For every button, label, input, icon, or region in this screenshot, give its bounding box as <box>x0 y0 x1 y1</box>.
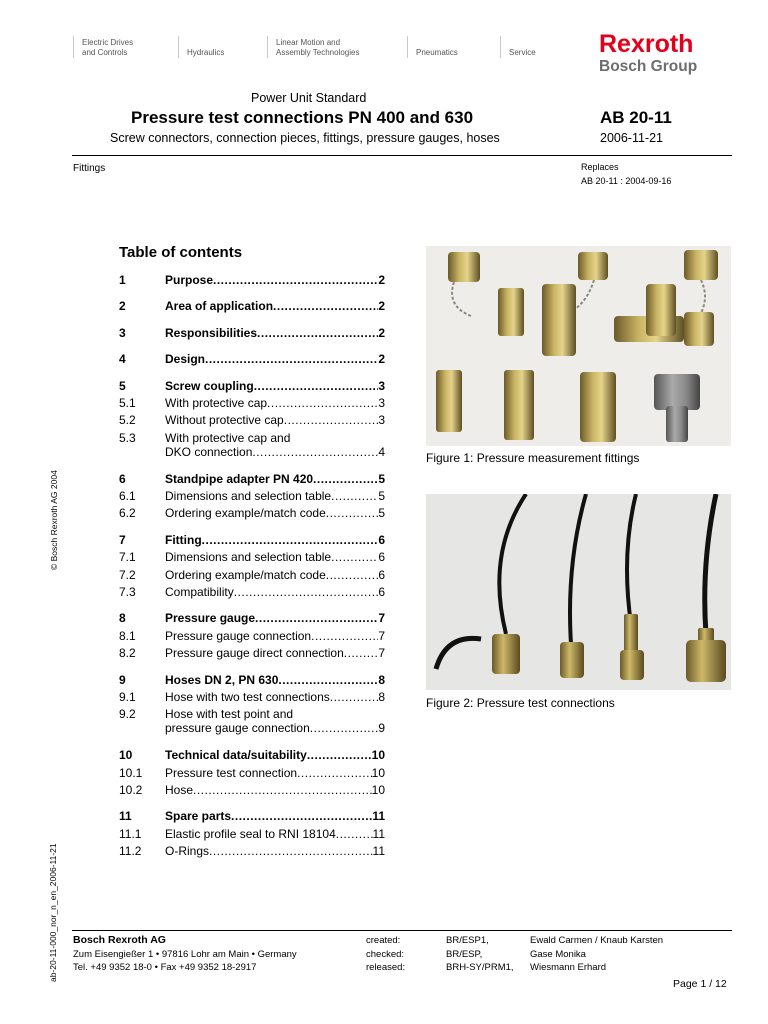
toc-entry-page: 2 <box>378 299 385 314</box>
doc-title: Pressure test connections PN 400 and 630 <box>131 108 474 127</box>
nav-item-service[interactable] <box>500 36 569 58</box>
toc-entry-number: 6.1 <box>119 489 136 503</box>
toc-leader-dots <box>273 299 378 313</box>
toc-entry-page: 6 <box>378 550 385 565</box>
toc-entry-label: Compatibility <box>165 585 234 599</box>
replaces-value: AB 20-11 : 2004-09-16 <box>581 176 672 186</box>
toc-entry-page: 5 <box>378 489 385 503</box>
figure-2-photo <box>426 494 731 690</box>
toc-entry-page: 9 <box>378 721 385 736</box>
toc-entry-number: 6.2 <box>119 506 136 521</box>
toc-leader-dots <box>330 690 379 704</box>
figure-1-caption: Figure 1: Pressure measurement fittings <box>426 451 640 465</box>
page-number: Page 1 / 12 <box>673 978 727 990</box>
toc-entry-label: Hose with test point and <box>165 707 294 722</box>
toc-entry-number: 6 <box>119 471 126 486</box>
toc-leader-dots <box>344 646 379 660</box>
footer-contact: Tel. +49 9352 18-0 • Fax +49 9352 18-2917 <box>73 962 257 973</box>
toc-entry-label: With protective cap and <box>165 430 291 445</box>
toc-entry-number: 9 <box>119 672 126 687</box>
toc-entry-page: 11 <box>372 844 385 859</box>
toc-entry-number: 11.1 <box>119 826 142 841</box>
toc-entry-page: 2 <box>378 325 385 340</box>
toc-entry-label: Dimensions and selection table <box>165 550 332 565</box>
toc-entry-page: 7 <box>378 646 385 661</box>
toc-entry-number: 11 <box>119 809 132 824</box>
pressure-test-hoses-image <box>426 494 731 690</box>
toc-entry-label: pressure gauge connection <box>165 721 310 736</box>
header-divider <box>72 155 732 156</box>
toc-entry-label: Pressure gauge <box>165 611 256 626</box>
toc-entry-label: Hoses DN 2, PN 630 <box>165 672 279 687</box>
footer-checked-names: Gase Monika <box>530 949 586 960</box>
toc-entry-page: 10 <box>371 765 385 780</box>
toc-entry-label: Purpose <box>165 273 214 287</box>
footer-divider <box>72 930 732 931</box>
toc-leader-dots <box>213 273 378 287</box>
toc-leader-dots <box>193 783 372 797</box>
toc-entry-label: Spare parts <box>165 809 232 824</box>
nav-item-pneumatics[interactable] <box>407 36 496 58</box>
doc-date: 2006-11-21 <box>600 131 664 145</box>
figure-2-caption: Figure 2: Pressure test connections <box>426 696 615 710</box>
toc-entry-label: Screw coupling <box>165 378 254 393</box>
toc-entry-page: 4 <box>378 444 385 459</box>
toc-leader-dots <box>255 611 378 625</box>
toc-entry-page: 10 <box>371 748 385 763</box>
toc-entry-page: 6 <box>378 567 385 582</box>
toc-entry-number: 4 <box>119 352 126 367</box>
toc-entry-label: Design <box>165 352 206 367</box>
footer-created-dept: BR/ESP1, <box>446 935 489 946</box>
toc-entry-label: Elastic profile seal to RNI 18104 <box>165 826 336 841</box>
toc-leader-dots <box>311 629 378 643</box>
toc-entry-label: Standpipe adapter PN 420 <box>165 471 314 486</box>
toc-entry-label: Pressure gauge connection <box>165 628 312 643</box>
toc-entry-page: 8 <box>378 672 385 687</box>
doc-code: ab-20-11-000_nor_n_en_2006-11-21 <box>48 843 58 982</box>
nav-item-label: Pneumatics <box>416 48 458 57</box>
toc-entry-label: Dimensions and selection table <box>165 489 332 503</box>
toc-entry-label: Technical data/suitability <box>165 748 307 763</box>
toc-entry-label: O-Rings <box>165 844 210 859</box>
nav-item-label: Electric Drives and Controls <box>82 38 134 57</box>
toc-entry-label: Hose <box>165 783 194 797</box>
toc-entry-number: 1 <box>119 273 126 287</box>
footer-checked-label: checked: <box>366 949 405 960</box>
nav-item-label: Service <box>509 48 536 57</box>
footer-address: Zum Eisengießer 1 • 97816 Lohr am Main • Germany <box>73 949 297 960</box>
toc-entry-label: Without protective cap <box>165 413 284 428</box>
doc-description: Screw connectors, connection pieces, fittings, pressure gauges, hoses <box>110 131 500 145</box>
toc-leader-dots <box>278 673 378 687</box>
toc-entry-label: Area of application <box>165 299 274 314</box>
toc-entry-number: 8.1 <box>119 628 136 643</box>
toc-entry-page: 3 <box>378 413 385 428</box>
toc-entry-number: 5 <box>119 378 126 393</box>
pressure-fittings-image <box>426 246 731 446</box>
replaces-label: Replaces <box>581 162 619 172</box>
toc-leader-dots <box>310 721 379 735</box>
footer-created-label: created: <box>366 935 401 946</box>
toc-entry-label: Fitting <box>165 532 202 547</box>
toc-entry-page: 10 <box>371 783 385 797</box>
toc-entry-label: Pressure test connection <box>165 765 298 780</box>
footer-checked-dept: BR/ESP, <box>446 949 483 960</box>
toc-entry-label: Pressure gauge direct connection <box>165 646 344 661</box>
toc-entry-number: 3 <box>119 325 126 340</box>
footer-released-label: released: <box>366 962 406 973</box>
nav-item-hydraulics[interactable] <box>178 36 267 58</box>
toc-entry-page: 2 <box>378 273 385 287</box>
toc-leader-dots <box>297 766 372 780</box>
toc-leader-dots <box>205 352 378 366</box>
toc-entry-page: 2 <box>378 352 385 367</box>
toc-leader-dots <box>284 413 379 427</box>
toc-leader-dots <box>202 533 379 547</box>
toc-entry-page: 3 <box>378 396 385 410</box>
toc-leader-dots <box>257 326 378 340</box>
toc-entry-label: Ordering example/match code <box>165 506 326 521</box>
toc-leader-dots <box>313 472 378 486</box>
toc-entry-label: Responsibilities <box>165 325 258 340</box>
footer-created-names: Ewald Carmen / Knaub Karsten <box>530 935 664 946</box>
figure-1-photo <box>426 246 731 446</box>
nav-item-label: Hydraulics <box>187 48 225 57</box>
toc-entry-page: 11 <box>372 826 385 841</box>
brand-logo-rexroth: Rexroth <box>599 30 694 58</box>
doc-subtitle: Power Unit Standard <box>251 91 367 105</box>
toc-leader-dots <box>326 568 379 582</box>
toc-leader-dots <box>254 379 379 393</box>
toc-entry-page: 8 <box>378 690 385 704</box>
toc-leader-dots <box>307 748 372 762</box>
toc-entry-number: 7 <box>119 532 126 547</box>
toc-entry-number: 8.2 <box>119 646 136 661</box>
toc-entry-page: 5 <box>378 506 385 521</box>
toc-leader-dots <box>331 550 378 564</box>
toc-entry-number: 7.3 <box>119 585 136 599</box>
toc-entry-page: 7 <box>378 628 385 643</box>
toc-entry-page: 3 <box>378 378 385 393</box>
toc-entry-label: With protective cap <box>165 396 268 410</box>
toc-entry-number: 9.2 <box>119 707 136 722</box>
toc-leader-dots <box>267 396 378 410</box>
toc-entry-number: 5.1 <box>119 396 136 410</box>
footer-released-dept: BRH-SY/PRM1, <box>446 962 514 973</box>
toc-entry-number: 7.1 <box>119 550 136 565</box>
toc-entry-number: 10 <box>119 748 133 763</box>
toc-leader-dots <box>252 445 378 459</box>
brand-logo-bosch-group: Bosch Group <box>599 58 698 75</box>
toc-leader-dots <box>336 827 373 841</box>
toc-entry-page: 6 <box>378 532 385 547</box>
toc-entry-number: 10.1 <box>119 765 143 780</box>
toc-leader-dots <box>326 506 379 520</box>
nav-item-label: Linear Motion and Assembly Technologies <box>276 38 360 57</box>
toc-entry-number: 8 <box>119 611 126 626</box>
toc-entry-label: DKO connection <box>165 444 253 459</box>
toc-entry-page: 6 <box>378 585 385 599</box>
toc-entry-number: 10.2 <box>119 783 143 797</box>
nav-item-linear-motion[interactable] <box>267 36 396 58</box>
toc-entry-page: 7 <box>378 611 385 626</box>
footer-company: Bosch Rexroth AG <box>73 934 166 946</box>
toc-entry-number: 5.2 <box>119 413 136 428</box>
toc-entry-number: 9.1 <box>119 690 136 704</box>
toc-entry-number: 2 <box>119 299 126 314</box>
toc-leader-dots <box>209 844 373 858</box>
toc-entry-label: Ordering example/match code <box>165 567 326 582</box>
copyright-note: © Bosch Rexroth AG 2004 <box>49 470 59 570</box>
doc-category: Fittings <box>73 163 106 174</box>
toc-leader-dots <box>234 585 379 599</box>
footer-released-names: Wiesmann Erhard <box>530 962 607 973</box>
toc-entry-page: 11 <box>372 809 385 824</box>
toc-title: Table of contents <box>119 244 243 261</box>
nav-item-electric-drives[interactable] <box>73 36 172 58</box>
toc-entry-label: Hose with two test connections <box>165 690 330 704</box>
toc-entry-number: 5.3 <box>119 430 136 445</box>
toc-entry-page: 5 <box>378 471 385 486</box>
toc-entry-number: 11.2 <box>119 844 142 859</box>
doc-id: AB 20-11 <box>600 108 672 127</box>
toc-leader-dots <box>331 489 378 503</box>
toc-leader-dots <box>231 809 372 823</box>
toc-entry-number: 7.2 <box>119 567 136 582</box>
